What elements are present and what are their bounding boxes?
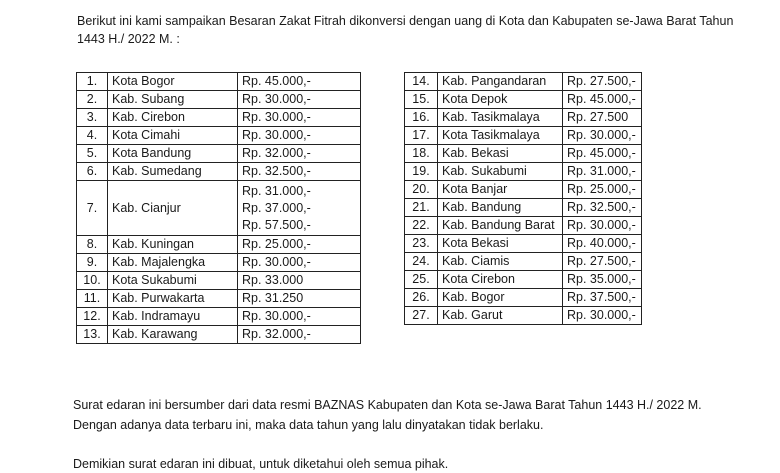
- zakat-amount: [238, 163, 361, 181]
- region-name: Kab. Cirebon: [108, 109, 238, 127]
- row-number: 8.: [77, 236, 108, 254]
- table-row: [77, 272, 361, 290]
- table-row: [77, 236, 361, 254]
- amount-value: Rp. 37.500,-: [567, 290, 636, 304]
- amount-value: Rp. 27.500: [567, 110, 629, 124]
- row-number: 15.: [405, 91, 438, 109]
- zakat-amount: [563, 307, 642, 325]
- region-name: Kab. Bandung: [438, 199, 563, 217]
- row-number: 6.: [77, 163, 108, 181]
- amount-value: Rp. 40.000,-: [567, 236, 636, 250]
- amount-value: Rp. 33.000: [242, 273, 304, 287]
- amount-value: Rp. 35.000,-: [567, 272, 636, 286]
- table-row: [77, 73, 361, 91]
- amount-value: Rp. 31.250: [242, 291, 304, 305]
- row-number: 12.: [77, 308, 108, 326]
- table-row: [77, 308, 361, 326]
- zakat-amount: [563, 127, 642, 145]
- amount-value: Rp. 32.500,-: [242, 164, 311, 178]
- table-row: [77, 254, 361, 272]
- zakat-amount: [563, 199, 642, 217]
- table-row: [405, 307, 642, 325]
- row-number: 2.: [77, 91, 108, 109]
- amount-value: Rp. 31.000,-: [242, 183, 311, 198]
- table-row: [77, 290, 361, 308]
- row-number: 24.: [405, 253, 438, 271]
- amount-value: Rp. 57.500,-: [242, 217, 311, 232]
- row-number: 7.: [77, 181, 108, 236]
- region-name: Kota Cimahi: [108, 127, 238, 145]
- region-name: Kab. Purwakarta: [108, 290, 238, 308]
- region-name: Kota Banjar: [438, 181, 563, 199]
- row-number: 25.: [405, 271, 438, 289]
- zakat-amount: [238, 91, 361, 109]
- table-row: [405, 253, 642, 271]
- table-row: [405, 145, 642, 163]
- row-number: 13.: [77, 326, 108, 344]
- row-number: 27.: [405, 307, 438, 325]
- zakat-amount: [238, 73, 361, 91]
- amount-value: Rp. 30.000,-: [242, 92, 311, 106]
- row-number: 22.: [405, 217, 438, 235]
- intro-paragraph: Berikut ini kami sampaikan Besaran Zakat Fitrah dikonversi dengan uang di Kota dan Kabupaten se-Jawa Barat Tahun 1443 H./ 2022 M. :: [77, 14, 734, 46]
- row-number: 16.: [405, 109, 438, 127]
- table-row: [405, 91, 642, 109]
- row-number: 3.: [77, 109, 108, 127]
- table-row: [405, 73, 642, 91]
- source-paragraph: Surat edaran ini bersumber dari data resmi BAZNAS Kabupaten dan Kota se-Jawa Barat Tahun 1443 H./ 2022 M.: [73, 398, 702, 412]
- amount-value: Rp. 25.000,-: [567, 182, 636, 196]
- zakat-amount: [238, 308, 361, 326]
- zakat-amount: [238, 290, 361, 308]
- amount-value: Rp. 30.000,-: [242, 110, 311, 124]
- table-row: [405, 199, 642, 217]
- table-row: [77, 326, 361, 344]
- zakat-amount: [238, 109, 361, 127]
- row-number: 4.: [77, 127, 108, 145]
- table-row: [77, 91, 361, 109]
- amount-value: Rp. 32.000,-: [242, 327, 311, 341]
- table-row: [77, 145, 361, 163]
- table-row: [405, 127, 642, 145]
- region-name: Kab. Bekasi: [438, 145, 563, 163]
- row-number: 21.: [405, 199, 438, 217]
- zakat-amount: [563, 73, 642, 91]
- amount-value: Rp. 30.000,-: [567, 218, 636, 232]
- region-name: Kab. Subang: [108, 91, 238, 109]
- amount-value: Rp. 32.500,-: [567, 200, 636, 214]
- region-name: Kota Tasikmalaya: [438, 127, 563, 145]
- zakat-amount: [238, 254, 361, 272]
- zakat-table-right: [404, 72, 642, 325]
- row-number: 11.: [77, 290, 108, 308]
- region-name: Kab. Kuningan: [108, 236, 238, 254]
- row-number: 18.: [405, 145, 438, 163]
- amount-value: Rp. 30.000,-: [567, 128, 636, 142]
- region-name: Kab. Cianjur: [108, 181, 238, 236]
- row-number: 23.: [405, 235, 438, 253]
- region-name: Kota Bandung: [108, 145, 238, 163]
- amount-value: Rp. 45.000,-: [567, 92, 636, 106]
- amount-value: Rp. 45.000,-: [242, 74, 311, 88]
- row-number: 9.: [77, 254, 108, 272]
- region-name: Kab. Bandung Barat: [438, 217, 563, 235]
- amount-value: Rp. 30.000,-: [567, 308, 636, 322]
- table-row: [405, 271, 642, 289]
- row-number: 14.: [405, 73, 438, 91]
- region-name: Kab. Sumedang: [108, 163, 238, 181]
- closing-paragraph: Demikian surat edaran ini dibuat, untuk diketahui oleh semua pihak.: [73, 457, 449, 471]
- region-name: Kab. Tasikmalaya: [438, 109, 563, 127]
- region-name: Kab. Pangandaran: [438, 73, 563, 91]
- zakat-amount: [563, 217, 642, 235]
- zakat-amount: [563, 271, 642, 289]
- region-name: Kota Bekasi: [438, 235, 563, 253]
- region-name: Kab. Bogor: [438, 289, 563, 307]
- zakat-table-left: [76, 72, 361, 344]
- zakat-amount: [563, 163, 642, 181]
- zakat-amount: [238, 145, 361, 163]
- row-number: 19.: [405, 163, 438, 181]
- region-name: Kab. Indramayu: [108, 308, 238, 326]
- amount-value: Rp. 25.000,-: [242, 237, 311, 251]
- amount-value: Rp. 27.500,-: [567, 254, 636, 268]
- table-row: [77, 181, 361, 236]
- table-row: [405, 181, 642, 199]
- table-row: [405, 163, 642, 181]
- table-row: [405, 109, 642, 127]
- amount-value: Rp. 30.000,-: [242, 128, 311, 142]
- amount-value: Rp. 30.000,-: [242, 255, 311, 269]
- region-name: Kota Bogor: [108, 73, 238, 91]
- zakat-amount: [563, 235, 642, 253]
- amount-value: Rp. 45.000,-: [567, 146, 636, 160]
- table-row: [405, 235, 642, 253]
- zakat-amount: [563, 253, 642, 271]
- region-name: Kota Depok: [438, 91, 563, 109]
- zakat-amount: [238, 272, 361, 290]
- row-number: 1.: [77, 73, 108, 91]
- region-name: Kab. Sukabumi: [438, 163, 563, 181]
- region-name: Kab. Karawang: [108, 326, 238, 344]
- region-name: Kab. Majalengka: [108, 254, 238, 272]
- row-number: 20.: [405, 181, 438, 199]
- region-name: Kota Cirebon: [438, 271, 563, 289]
- row-number: 17.: [405, 127, 438, 145]
- zakat-amount: [238, 236, 361, 254]
- region-name: Kota Sukabumi: [108, 272, 238, 290]
- amount-value: Rp. 37.000,-: [242, 200, 311, 215]
- amount-value: Rp. 32.000,-: [242, 146, 311, 160]
- table-row: [77, 127, 361, 145]
- table-row: [77, 109, 361, 127]
- row-number: 5.: [77, 145, 108, 163]
- row-number: 10.: [77, 272, 108, 290]
- zakat-amount: [238, 127, 361, 145]
- amount-value: Rp. 27.500,-: [567, 74, 636, 88]
- amount-value: Rp. 31.000,-: [567, 164, 636, 178]
- zakat-amount: [563, 145, 642, 163]
- zakat-amount: [238, 181, 361, 236]
- table-row: [77, 163, 361, 181]
- table-row: [405, 289, 642, 307]
- zakat-amount: [563, 289, 642, 307]
- table-row: [405, 217, 642, 235]
- row-number: 26.: [405, 289, 438, 307]
- zakat-amount: [563, 91, 642, 109]
- region-name: Kab. Ciamis: [438, 253, 563, 271]
- amount-value: Rp. 30.000,-: [242, 309, 311, 323]
- region-name: Kab. Garut: [438, 307, 563, 325]
- zakat-amount: [563, 181, 642, 199]
- zakat-amount: [563, 109, 642, 127]
- zakat-amount: [238, 326, 361, 344]
- note-paragraph: Dengan adanya data terbaru ini, maka data tahun yang lalu dinyatakan tidak berlaku.: [73, 418, 544, 432]
